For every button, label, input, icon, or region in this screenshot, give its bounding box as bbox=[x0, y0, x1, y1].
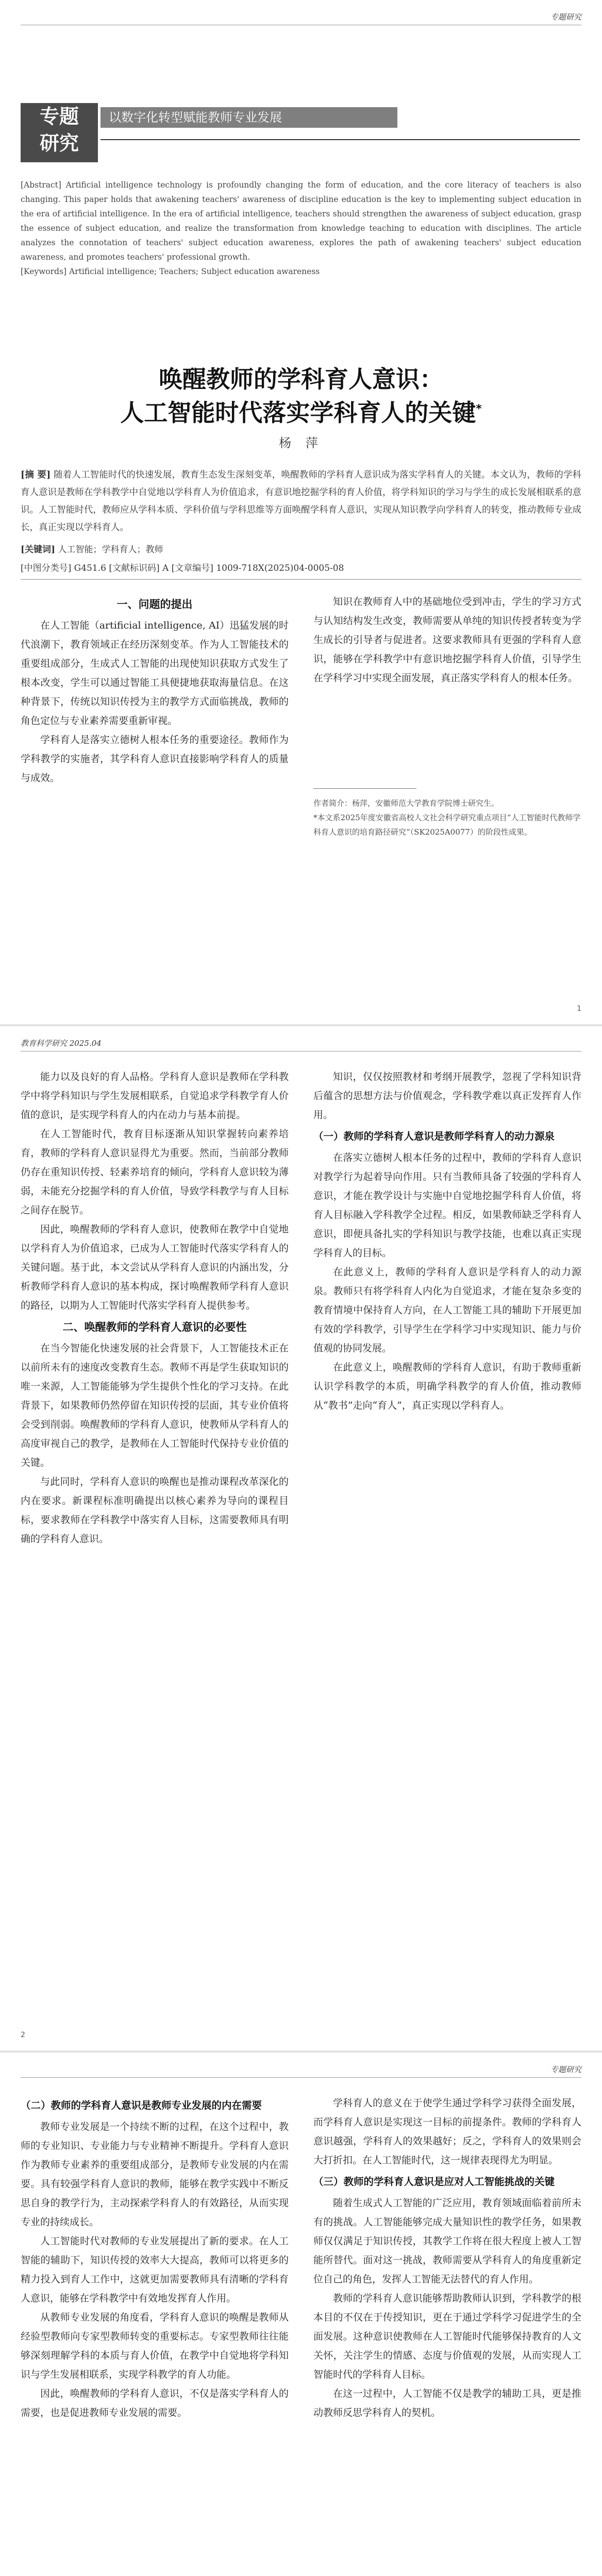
page1-column-left bbox=[21, 592, 289, 788]
running-header: 教育科学研究 2025.04 bbox=[21, 1039, 102, 1048]
banner-line-2: 研究 bbox=[39, 132, 79, 155]
footnote-fund: *本文系2025年度安徽省高校人文社会科学研究重点项目“人工智能时代教师学科育人意识的培育路径研究”（SK2025A0077）的阶段性成果。 bbox=[313, 813, 581, 837]
body-paragraph: 能力以及良好的育人品格。学科育人意识是教师在学科教学中将学科知识与学生发展相联系，自觉追求学科教学育人价值的意识，是实现学科育人的内在动力与基本前提。 bbox=[21, 1071, 289, 1121]
body-paragraph: 与此同时，学科育人意识的唤醒也是推动课程改革深化的内在要求。新课程标准明确提出以核心素养为导向的课程目标，要求教师在学科教学中落实育人目标，这需要教师具有明确的学科育人意识。 bbox=[21, 1476, 289, 1545]
body-paragraph: 因此，唤醒教师的学科育人意识，不仅是落实学科育人的需要，也是促进教师专业发展的需要。 bbox=[21, 2388, 289, 2418]
keywords-label: [关键词] bbox=[21, 545, 56, 555]
abstract-english bbox=[21, 178, 581, 279]
article-title-line-2-text: 人工智能时代落实学科育人的关键 bbox=[120, 399, 476, 427]
page-number: 2 bbox=[21, 2031, 25, 2039]
body-paragraph: 在落实立德树人根本任务的过程中，教师的学科育人意识对教学行为起着导向作用。只有当教师具备了较强的学科育人意识，才能在教学设计与实施中自觉地挖掘学科育人价值，将育人目标融入学科教学全过程。相反，如果教师缺乏学科育人意识，即便具备扎实的学科知识与教学技能，也难以真正实现学科育人的目标。 bbox=[313, 1152, 581, 1259]
author-name: 杨 萍 bbox=[279, 436, 323, 450]
subsection-heading: （二）教师的学科育人意识是教师专业发展的内在需要 bbox=[21, 2099, 262, 2111]
section-banner-block bbox=[21, 103, 98, 162]
abstract-label: [摘 要] bbox=[21, 470, 51, 480]
abstract-chinese-text: 随着人工智能时代的快速发展，教育生态发生深刻变革，唤醒教师的学科育人意识成为落实学科育人的关键。本文认为，教师的学科育人意识是教师在学科教学中自觉地以学科育人为价值追求，有意识地挖掘学科的育人价值，将学科知识的学习与学生的成长发展相联系的意识。人工智能时代，教师应从学科本质、学科价值与学科思维等方面唤醒学科育人意识，实现从知识教学向学科育人的转变，推动教师专业成长，真正实现以学科育人。 bbox=[21, 470, 582, 533]
body-paragraph: 知识，仅仅按照教材和考纲开展教学，忽视了学科知识背后蕴含的思想方法与价值观念，学科教学难以真正发挥育人作用。 bbox=[313, 1071, 581, 1121]
page2-column-left bbox=[21, 1067, 289, 1549]
header-rule bbox=[21, 2077, 581, 2078]
body-paragraph: 人工智能时代对教师的专业发展提出了新的要求。在人工智能的辅助下，知识传授的效率大大提高，教师可以将更多的精力投入到育人工作中，这就更加需要教师具有清晰的学科育人意识，能够在学科教学中有效地发挥育人作用。 bbox=[21, 2235, 289, 2304]
banner-rule bbox=[101, 139, 580, 140]
title-footnote-mark: * bbox=[476, 402, 482, 416]
article-title-line-1: 唤醒教师的学科育人意识： bbox=[159, 365, 443, 393]
abstract-english-text: [Abstract] Artificial intelligence technology is profoundly changing the form of education, and the core literacy of teachers is also changing. This paper holds that awakening teachers' awareness of discipline education is the key to implementing subject education in the era of artificial intelligence. In the era of artificial intelligence, teachers should strengthen the awareness of subject education, grasp the essence of subject education, and realize the transformation from knowledge teaching to education with disciplines. The article analyzes the connotation of teachers' subject education awareness, explores the path of awakening teachers' subject education awareness, and promotes teachers' professional growth. bbox=[21, 180, 581, 262]
page3-column-left bbox=[21, 2094, 289, 2422]
body-paragraph: 随着生成式人工智能的广泛应用，教育领域面临着前所未有的挑战。人工智能能够完成大量知识性的教学任务，如果教师仅仅满足于知识传授，其教学工作将在很大程度上被人工智能所替代。面对这一挑战，教师需要从学科育人的角度重新定位自己的角色，发挥人工智能无法替代的育人作用。 bbox=[313, 2197, 581, 2285]
footnote-author: 作者简介：杨萍，安徽师范大学教育学院博士研究生。 bbox=[313, 799, 499, 808]
section-heading: 一、问题的提出 bbox=[116, 598, 193, 611]
body-paragraph: 在此意义上，教师的学科育人意识是学科育人的动力源泉。教师只有将学科育人内化为自觉追求，才能在复杂多变的教育情境中保持育人方向，在人工智能工具的辅助下开展更加有效的学科教学，引导学生在学科学习中实现知识、能力与价值观的协同发展。 bbox=[313, 1266, 581, 1354]
body-paragraph: 教师的学科育人意识能够帮助教师认识到，学科教学的根本目的不仅在于传授知识，更在于通过学科学习促进学生的全面发展。这种意识使教师在人工智能时代能够保持教育的人文关怀，关注学生的情感、态度与价值观的发展，从而实现人工智能时代的学科育人目标。 bbox=[313, 2293, 581, 2380]
keywords-chinese: 人工智能；学科育人；教师 bbox=[58, 545, 163, 555]
header-rule bbox=[21, 1051, 581, 1052]
section-heading: 二、唤醒教师的学科育人意识的必要性 bbox=[62, 1321, 247, 1333]
body-paragraph: 因此，唤醒教师的学科育人意识，使教师在教学中自觉地以学科育人为价值追求，已成为人工智能时代落实学科育人的关键问题。基于此，本文尝试从学科育人意识的内涵出发，分析教师学科育人意识的基本构成，探讨唤醒教师学科育人意识的路径，以期为人工智能时代落实学科育人提供参考。 bbox=[21, 1224, 289, 1311]
body-paragraph: 在人工智能时代，教育目标逐渐从知识掌握转向素养培育，教师的学科育人意识显得尤为重要。然而，当前部分教师仍存在重知识传授、轻素养培育的倾向，学科育人意识较为薄弱，未能充分挖掘学科的育人价值，导致学科教学与育人目标之间存在脱节。 bbox=[21, 1128, 289, 1216]
page3-column-right bbox=[313, 2094, 581, 2422]
banner-bar: 以数字化转型赋能教师专业发展 bbox=[101, 107, 397, 128]
body-paragraph: 知识在教师育人中的基础地位受到冲击，学生的学习方式与认知结构发生改变，教师需要从单纯的知识传授者转变为学生成长的引导者与促进者。这要求教师具有更强的学科育人意识，能够在学科教学中有意识地挖掘学科育人价值，引导学生在学科学习中实现全面发展，真正落实学科育人的根本任务。 bbox=[313, 596, 581, 684]
classification-meta: [中图分类号] G451.6 [文献标识码] A [文章编号] 1009-718X(2025)04-0005-08 bbox=[21, 563, 344, 573]
page1-column-right bbox=[313, 592, 581, 688]
page-number: 1 bbox=[577, 1005, 581, 1013]
page-3 bbox=[0, 2053, 602, 2576]
banner-line-1: 专题 bbox=[39, 105, 79, 128]
article-title-line-2 bbox=[21, 394, 581, 428]
body-paragraph: 在这一过程中，人工智能不仅是教学的辅助工具，更是推动教师反思学科育人的契机。 bbox=[313, 2388, 581, 2418]
page-2 bbox=[0, 1026, 602, 2050]
footnote-block bbox=[313, 796, 581, 839]
body-paragraph: 在此意义上，唤醒教师的学科育人意识，有助于教师重新认识学科教学的本质，明确学科教学的育人价值，推动教师从“教书”走向“育人”，真正实现以学科育人。 bbox=[313, 1362, 581, 1411]
abstract-chinese bbox=[21, 466, 581, 536]
keywords-chinese-line bbox=[21, 542, 581, 555]
running-header: 专题研究 bbox=[550, 12, 581, 22]
body-paragraph: 教师专业发展是一个持续不断的过程，在这个过程中，教师的专业知识、专业能力与专业精神不断提升。学科育人意识作为教师专业素养的重要组成部分，是教师专业发展的内在需要。具有较强学科育人意识的教师，能够在教学实践中不断反思自身的教学行为，主动探索学科育人的有效路径，从而实现专业的持续成长。 bbox=[21, 2121, 289, 2228]
body-paragraph: 学科育人的意义在于使学生通过学科学习获得全面发展，而学科育人意识是实现这一目标的前提条件。教师的学科育人意识越强，学科育人的效果越好；反之，学科育人的效果则会大打折扣。在人工智能时代，这一规律表现得尤为明显。 bbox=[313, 2097, 581, 2166]
body-paragraph: 在人工智能（artificial intelligence, AI）迅猛发展的时代浪潮下，教育领域正在经历深刻变革。作为人工智能技术的重要组成部分，生成式人工智能的出现使知识获取方式发生了根本改变，学生可以通过智能工具便捷地获取海量信息。在这种背景下，传统以知识传授为主的教学方式面临挑战，教师的角色定位与专业素养需要重新审视。 bbox=[21, 620, 289, 726]
subsection-heading: （一）教师的学科育人意识是教师学科育人的动力源泉 bbox=[313, 1130, 555, 1142]
keywords-english: [Keywords] Artificial intelligence; Teachers; Subject education awareness bbox=[21, 267, 320, 276]
running-header: 专题研究 bbox=[550, 2065, 581, 2074]
body-paragraph: 在当今智能化快速发展的社会背景下，人工智能技术正在以前所未有的速度改变教育生态。教师不再是学生获取知识的唯一来源，人工智能能够为学生提供个性化的学习支持。在此背景下，如果教师仍然停留在知识传授的层面，其专业价值将会受到削弱。唤醒教师的学科育人意识，使教师从学科育人的高度审视自己的教学，是教师在人工智能时代保持专业价值的关键。 bbox=[21, 1343, 289, 1468]
page2-column-right bbox=[313, 1067, 581, 1415]
body-paragraph: 学科育人是落实立德树人根本任务的重要途径。教师作为学科教学的实施者，其学科育人意识直接影响学科育人的质量与成效。 bbox=[21, 734, 289, 784]
footnote-rule bbox=[313, 788, 416, 789]
subsection-heading: （三）教师的学科育人意识是应对人工智能挑战的关键 bbox=[313, 2176, 555, 2188]
meta-rule bbox=[21, 579, 581, 580]
body-paragraph: 从教师专业发展的角度看，学科育人意识的唤醒是教师从经验型教师向专家型教师转变的重要标志。专家型教师往往能够深刻理解学科的本质与育人价值，在教学中自觉地将学科知识与学生发展相联系，实现学科教学的育人功能。 bbox=[21, 2312, 289, 2380]
page-1 bbox=[0, 0, 602, 1025]
